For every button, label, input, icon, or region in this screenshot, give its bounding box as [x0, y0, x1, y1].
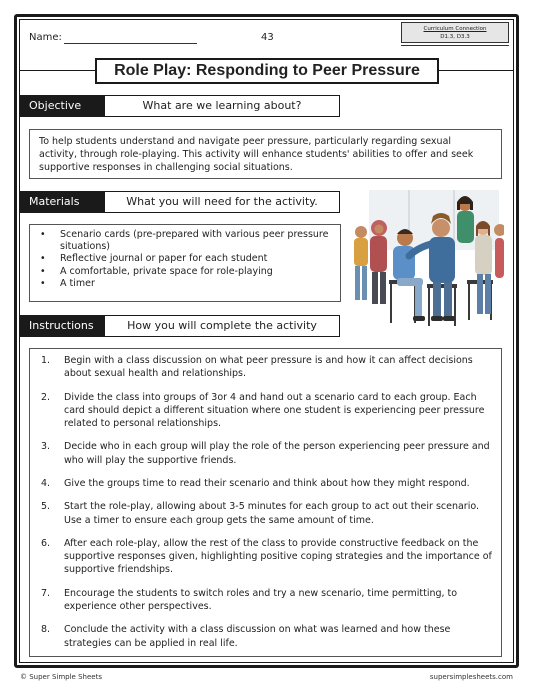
list-item [38, 500, 493, 526]
step-text: Begin with a class discussion on what peer pressure is and how it can affect decisions about sexual health and relationships. [64, 355, 473, 380]
list-item [38, 537, 493, 577]
step-number: 6. [41, 537, 51, 549]
page-number: 43 [261, 32, 274, 43]
objective-subtitle: What are we learning about? [104, 95, 340, 117]
step-text: Give the groups time to read their scenario and think about how they might respond. [64, 477, 470, 489]
step-number: 5. [41, 501, 51, 513]
list-item: • Scenario cards (pre-prepared with various peer pressure situations) [38, 229, 332, 253]
step-number: 1. [41, 355, 51, 366]
step-text: Conclude the activity with a class discussion on what was learned and how these strategies can be applied in real life. [64, 624, 451, 649]
materials-subtitle: What you will need for the activity. [104, 191, 340, 213]
step-text: Encourage the students to switch roles and try a new scenario, time permitting, to experience other perspectives. [64, 587, 458, 612]
step-text: Decide who in each group will play the role of the person experiencing peer pressure and who will play the supportive friends. [64, 441, 490, 466]
page-title: Role Play: Responding to Peer Pressure [95, 58, 439, 84]
step-number: 3. [41, 441, 51, 453]
step-text: Start the role-play, allowing about 3-5 minutes for each group to act out their scenario. Use a timer to ensure each group gets the same amount of time. [64, 501, 480, 526]
list-item [38, 391, 493, 431]
list-item [38, 354, 493, 380]
instructions-header [19, 315, 340, 337]
curriculum-codes: D1.3, D3.3 [440, 34, 470, 40]
objective-label: Objective [19, 95, 104, 117]
curriculum-underline [401, 45, 509, 46]
step-number: 7. [41, 587, 51, 599]
step-number: 2. [41, 391, 51, 403]
step-text: After each role-play, allow the rest of the class to provide constructive feedback on the supportive responses given, highlighting positive coping strategies and the importance of supportive friendships. [64, 537, 492, 576]
footer-copyright: © Super Simple Sheets [20, 673, 102, 681]
list-item: • Reflective journal or paper for each student [38, 253, 332, 265]
students-support-illustration [349, 188, 504, 334]
curriculum-connection-box [401, 22, 509, 43]
instructions-list [29, 348, 502, 657]
list-item [38, 440, 493, 466]
list-item [38, 623, 493, 649]
step-text: Divide the class into groups of 3or 4 and hand out a scenario card to each group. Each card should depict a different situation where one student is experiencing peer pressure related to personal relationships. [64, 391, 485, 429]
materials-header [19, 191, 340, 213]
objective-header [19, 95, 340, 117]
step-number: 4. [41, 477, 51, 489]
objective-text: To help students understand and navigate peer pressure, particularly regarding sexual activity, through role-playing. This activity will enhance students' abilities to offer and seek supportive responses in challenging social situations. [29, 129, 502, 179]
curriculum-title: Curriculum Connection [423, 26, 487, 32]
list-item: • A timer [38, 278, 332, 290]
name-field[interactable] [64, 43, 197, 44]
list-item [38, 477, 493, 490]
list-item: • A comfortable, private space for role-playing [38, 266, 332, 278]
materials-list [29, 224, 341, 302]
list-item [38, 587, 493, 613]
step-number: 8. [41, 624, 51, 636]
name-label: Name: [29, 32, 62, 43]
materials-label: Materials [19, 191, 104, 213]
footer-website[interactable]: supersimplesheets.com [429, 673, 513, 681]
instructions-subtitle: How you will complete the activity [104, 315, 340, 337]
instructions-label: Instructions [19, 315, 104, 337]
